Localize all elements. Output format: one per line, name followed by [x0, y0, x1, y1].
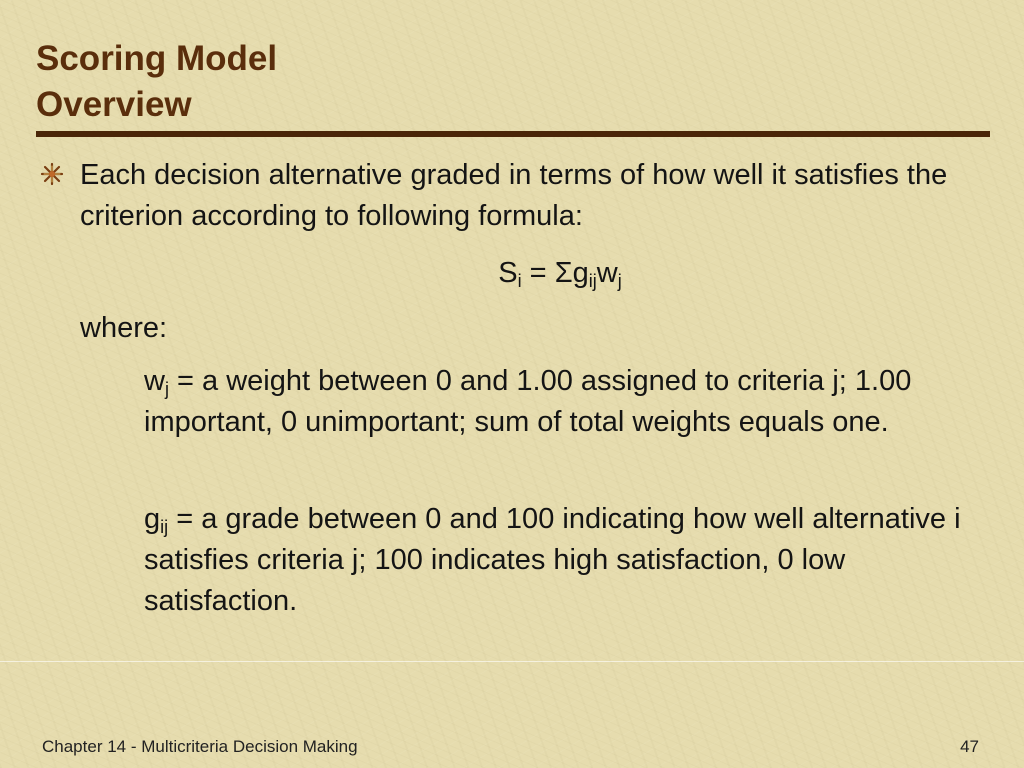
grade-definition [144, 499, 994, 622]
star-burst-bullet-icon [40, 162, 64, 186]
weight-symbol: w [144, 365, 165, 397]
weight-definition [144, 361, 994, 443]
scoring-formula [0, 253, 1024, 294]
formula-weight-subscript: j [617, 271, 622, 291]
slide-page-number: 47 [960, 737, 979, 756]
slide-title-line-2: Overview [36, 85, 192, 124]
slide-title [36, 36, 277, 128]
formula-equals: = [521, 257, 555, 289]
weight-definition-text: = a weight between 0 and 1.00 assigned to criteria j; 1.00 important, 0 unimportant; sum of total weights equals one. [144, 365, 912, 438]
slide-title-line-1: Scoring Model [36, 39, 278, 78]
formula-weight-symbol: w [596, 257, 618, 289]
formula-sigma: Σ [554, 257, 573, 289]
footer-chapter-label: Chapter 14 - Multicriteria Decision Making [42, 737, 358, 756]
grade-symbol: g [144, 503, 161, 535]
intro-bullet-text: Each decision alternative graded in terms of how well it satisfies the criterion according to following formula: [80, 159, 948, 232]
title-divider [36, 131, 990, 137]
formula-score-symbol: S [498, 257, 518, 289]
formula-grade-symbol: g [572, 257, 589, 289]
formula-score-subscript: i [517, 271, 522, 291]
weight-subscript: j [164, 379, 169, 399]
formula-grade-subscript: ij [588, 271, 597, 291]
footer-divider [0, 661, 1024, 662]
grade-definition-text: = a grade between 0 and 100 indicating how well alternative i satisfies criteria j; 100 indicates high satisfaction, 0 low satisfaction. [144, 503, 961, 617]
grade-subscript: ij [160, 517, 169, 537]
where-label: where: [80, 312, 168, 344]
